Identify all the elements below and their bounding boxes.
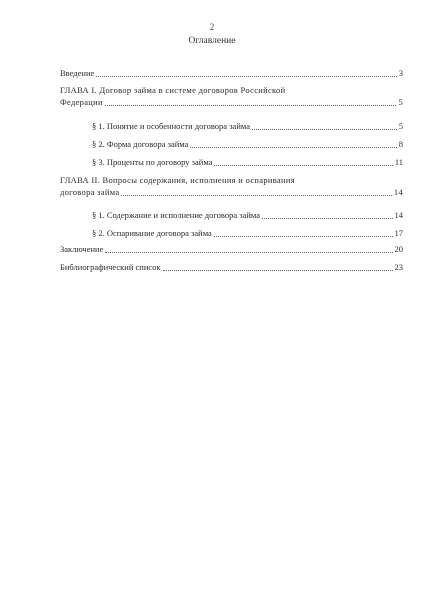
dot-leader bbox=[262, 217, 392, 219]
page-number: 2 bbox=[209, 22, 215, 32]
toc-entry-label: § 3. Проценты по договору займа bbox=[92, 157, 213, 167]
toc-entry-bibliography[interactable] bbox=[60, 262, 403, 273]
toc-entry-label: § 2. Оспаривание договора займа bbox=[92, 228, 212, 238]
dot-leader bbox=[163, 269, 393, 271]
toc-entry-page: 14 bbox=[393, 187, 403, 197]
toc-entry-label: ГЛАВА II. Вопросы содержания, исполнения и оспаривания bbox=[60, 175, 295, 185]
toc-entry-label: Библиографический список bbox=[60, 262, 161, 272]
toc-entry-conclusion[interactable] bbox=[60, 244, 403, 255]
toc-entry-label-continuation: Федерации bbox=[60, 97, 103, 107]
dot-leader bbox=[252, 128, 397, 130]
toc-entry-page: 5 bbox=[398, 121, 403, 131]
toc-entry-label: Заключение bbox=[60, 244, 104, 254]
toc-entry-section-2-2[interactable] bbox=[92, 228, 403, 239]
toc-entry-page: 8 bbox=[398, 139, 403, 149]
toc-entry-section-1-2[interactable] bbox=[92, 139, 403, 150]
toc-entry-page: 3 bbox=[398, 68, 403, 78]
toc-entry-section-1-3[interactable] bbox=[92, 157, 403, 168]
toc-entry-page: 14 bbox=[394, 210, 403, 220]
toc-entry-label: § 1. Понятие и особенности договора займа bbox=[92, 121, 250, 131]
toc-entry-section-2-1[interactable] bbox=[92, 210, 403, 221]
dot-leader bbox=[190, 146, 396, 148]
dot-leader bbox=[121, 194, 391, 196]
toc-entry-chapter-2[interactable] bbox=[60, 174, 403, 198]
toc-title: Оглавление bbox=[188, 36, 236, 46]
toc-entry-page: 5 bbox=[398, 97, 403, 107]
toc-entry-label-continuation: договора займа bbox=[60, 187, 120, 197]
toc-entry-page: 23 bbox=[394, 262, 403, 272]
toc-entry-label: ГЛАВА I. Договор займа в системе договоров Российской bbox=[60, 85, 286, 95]
toc-entry-introduction[interactable] bbox=[60, 68, 403, 79]
toc-entry-section-1-1[interactable] bbox=[92, 121, 403, 132]
toc-entry-page: 17 bbox=[394, 228, 403, 238]
dot-leader bbox=[214, 235, 393, 237]
toc-entry-label: § 1. Содержание и исполнение договора займа bbox=[92, 210, 261, 220]
dot-leader bbox=[214, 164, 392, 166]
toc-entry-label: § 2. Форма договора займа bbox=[92, 139, 189, 149]
dot-leader bbox=[105, 104, 397, 106]
toc-entry-page: 20 bbox=[394, 244, 403, 254]
dot-leader bbox=[96, 75, 396, 77]
toc-entry-chapter-1[interactable] bbox=[60, 84, 403, 108]
toc-entry-label: Введение bbox=[60, 68, 95, 78]
dot-leader bbox=[105, 251, 392, 253]
toc-entry-page: 11 bbox=[394, 157, 403, 167]
